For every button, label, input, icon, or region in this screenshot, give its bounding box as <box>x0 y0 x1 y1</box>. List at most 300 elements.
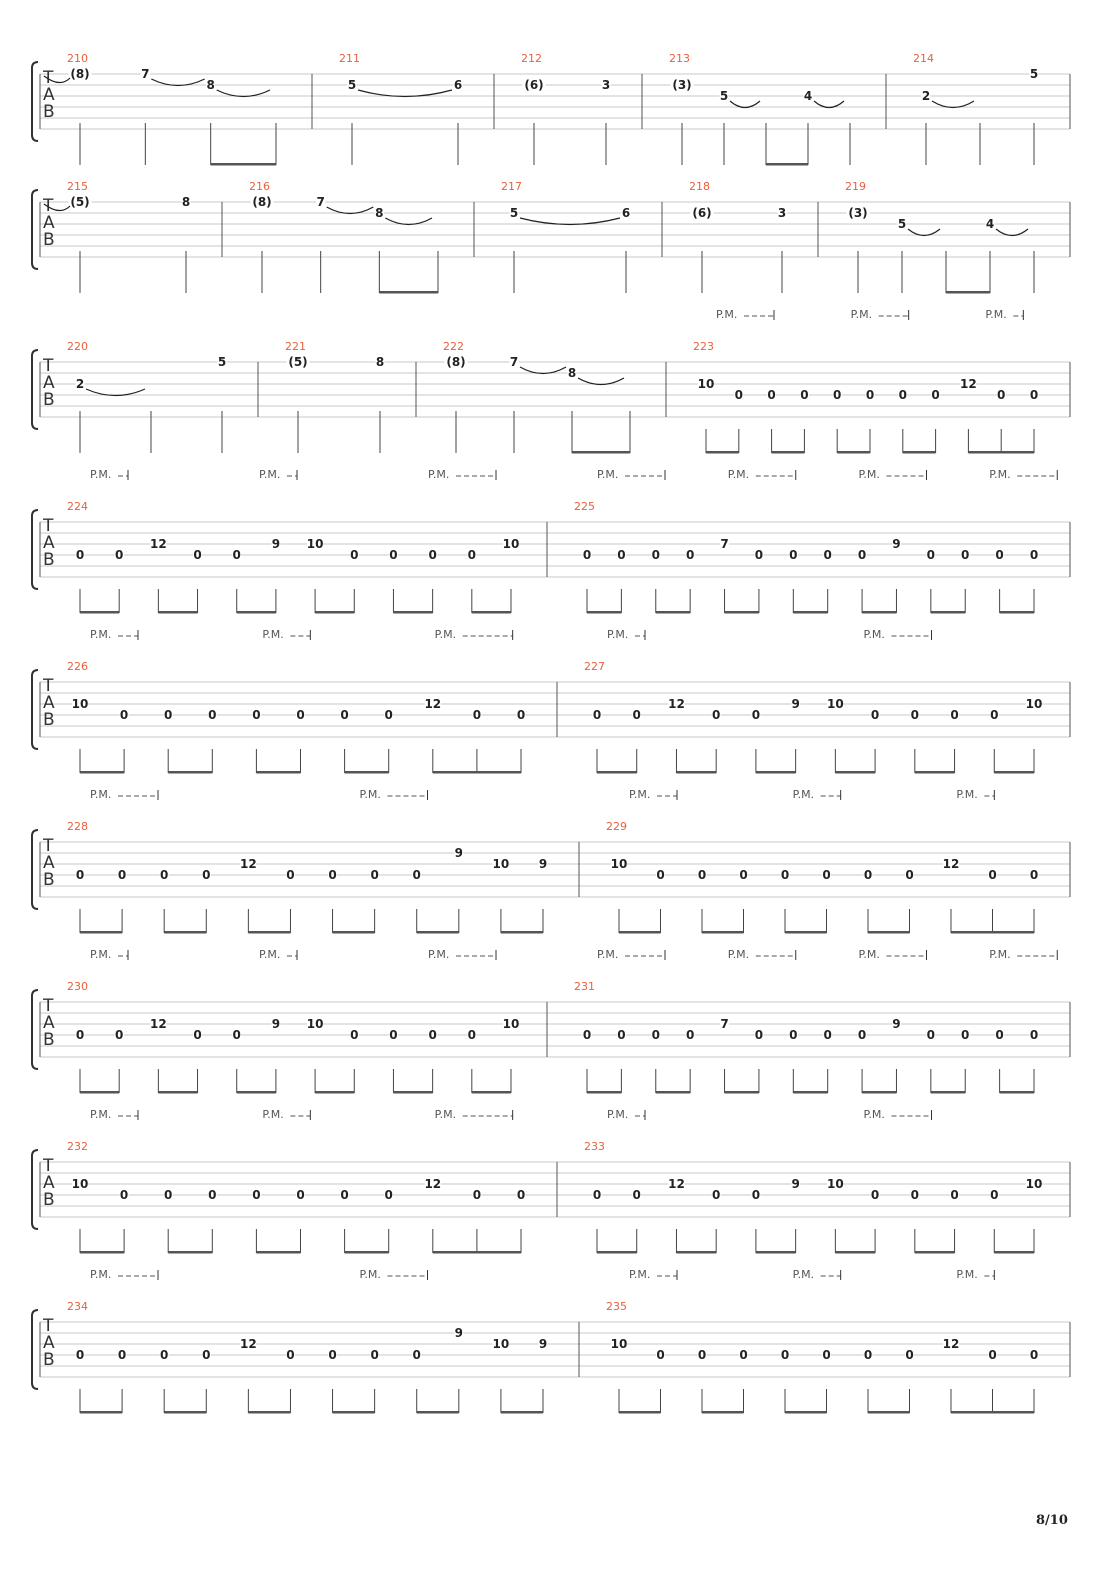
fret-number: 0 <box>870 708 880 722</box>
beam <box>587 1091 621 1094</box>
beam <box>931 1091 965 1094</box>
tab-clef-letter: A <box>43 1333 55 1353</box>
fret-number: (5) <box>70 195 90 209</box>
beam <box>676 1251 716 1254</box>
fret-number: 0 <box>656 1348 665 1362</box>
fret-number: 0 <box>160 868 169 882</box>
beam <box>676 771 716 774</box>
fret-number: 0 <box>995 1028 1004 1042</box>
palm-mute-label: P.M. <box>727 948 750 961</box>
beam <box>379 291 438 294</box>
tab-clef-letter: B <box>43 102 55 122</box>
page-number: 8/10 <box>1036 1513 1068 1528</box>
fret-number: 10 <box>610 1337 628 1351</box>
fret-number: 0 <box>617 1028 626 1042</box>
fret-number: 12 <box>424 1177 442 1191</box>
fret-number: 0 <box>800 388 809 402</box>
fret-number: 0 <box>926 1028 936 1042</box>
fret-number: 0 <box>754 548 764 562</box>
fret-number: 0 <box>232 548 241 562</box>
palm-mute-label: P.M. <box>428 948 450 961</box>
measure-number: 222 <box>443 340 464 353</box>
fret-number: 0 <box>75 868 85 882</box>
fret-number: 0 <box>789 548 798 562</box>
beam <box>345 1251 389 1254</box>
beam <box>619 1411 661 1414</box>
fret-number: 0 <box>75 548 85 562</box>
fret-number: 0 <box>467 1028 476 1042</box>
fret-number: 0 <box>328 1348 337 1362</box>
palm-mute-label: P.M. <box>858 468 880 481</box>
beam <box>835 771 875 774</box>
tab-clef-letter: A <box>43 693 55 713</box>
fret-number: 0 <box>789 1028 798 1042</box>
beam <box>80 1091 119 1094</box>
fret-number: 9 <box>892 537 901 551</box>
fret-number: 0 <box>75 1028 85 1042</box>
fret-number: 9 <box>538 1337 548 1351</box>
palm-mute-label: P.M. <box>863 1108 885 1121</box>
measure-number: 233 <box>584 1140 605 1153</box>
beam <box>756 771 796 774</box>
fret-number: 0 <box>898 388 907 402</box>
fret-number: 8 <box>567 366 577 380</box>
measure-number: 223 <box>693 340 714 353</box>
beam <box>862 1091 896 1094</box>
tab-clef-letter: B <box>43 870 55 890</box>
fret-number: 12 <box>960 377 977 391</box>
palm-mute-label: P.M. <box>90 1108 112 1121</box>
fret-number: 0 <box>950 708 959 722</box>
system-bracket <box>32 62 38 141</box>
fret-number: (8) <box>70 67 90 81</box>
fret-number: 0 <box>340 708 349 722</box>
beam <box>256 771 300 774</box>
fret-number: (6) <box>692 206 712 220</box>
beam <box>393 1091 432 1094</box>
beam <box>472 1091 511 1094</box>
fret-number: 9 <box>791 1177 800 1191</box>
palm-mute-label: P.M. <box>858 948 880 961</box>
measure-number: 211 <box>339 52 360 65</box>
measure-number: 218 <box>689 180 710 193</box>
measure-number: 212 <box>521 52 542 65</box>
fret-number: (3) <box>672 78 692 92</box>
fret-number: 9 <box>538 857 548 871</box>
measure-number: 228 <box>67 820 88 833</box>
fret-number: 0 <box>516 1188 526 1202</box>
fret-number: 12 <box>150 537 167 551</box>
fret-number: 0 <box>926 548 936 562</box>
measure-number: 217 <box>501 180 522 193</box>
palm-mute-label: P.M. <box>597 948 619 961</box>
fret-number: 5 <box>897 217 907 231</box>
fret-number: 0 <box>632 708 641 722</box>
fret-number: 0 <box>340 1188 349 1202</box>
beam <box>597 1251 637 1254</box>
fret-number: 9 <box>791 697 800 711</box>
fret-number: 0 <box>857 548 867 562</box>
palm-mute-label: P.M. <box>792 788 815 801</box>
fret-number: 0 <box>990 1188 999 1202</box>
fret-number: 0 <box>950 1188 959 1202</box>
measure-number: 210 <box>67 52 88 65</box>
system-bracket <box>32 350 38 429</box>
beam <box>80 771 124 774</box>
fret-number: 0 <box>863 1348 873 1362</box>
fret-number: (5) <box>288 355 308 369</box>
beam <box>862 611 896 614</box>
beam <box>80 1411 122 1414</box>
fret-number: 12 <box>942 1337 960 1351</box>
fret-number: (8) <box>446 355 466 369</box>
fret-number: 9 <box>892 1017 901 1031</box>
fret-number: 7 <box>720 537 729 551</box>
fret-number: 12 <box>942 857 960 871</box>
fret-number: 0 <box>350 548 359 562</box>
measure-number: 227 <box>584 660 605 673</box>
fret-number: 0 <box>208 1188 217 1202</box>
beam <box>766 163 808 166</box>
fret-number: 0 <box>252 708 261 722</box>
fret-number: 6 <box>621 206 631 220</box>
fret-number: 8 <box>181 195 191 209</box>
fret-number: 12 <box>240 857 257 871</box>
beam <box>501 1411 543 1414</box>
beam <box>951 1411 993 1414</box>
fret-number: 0 <box>990 708 999 722</box>
beam <box>706 451 739 454</box>
fret-number: 0 <box>988 1348 997 1362</box>
beam <box>868 1411 910 1414</box>
beam <box>837 451 870 454</box>
beam <box>237 611 276 614</box>
fret-number: 10 <box>71 1177 89 1191</box>
measure-number: 219 <box>845 180 866 193</box>
fret-number: 0 <box>119 708 129 722</box>
fret-number: 8 <box>375 355 385 369</box>
fret-number: 3 <box>601 78 611 92</box>
fret-number: 0 <box>910 708 919 722</box>
fret-number: 10 <box>492 1337 510 1351</box>
fret-number: 0 <box>857 1028 867 1042</box>
fret-number: 0 <box>905 1348 914 1362</box>
measure-number: 232 <box>67 1140 88 1153</box>
fret-number: 7 <box>316 195 325 209</box>
fret-number: 12 <box>668 1177 685 1191</box>
fret-number: 0 <box>712 708 721 722</box>
tab-clef-letter: B <box>43 390 55 410</box>
fret-number: 0 <box>389 1028 398 1042</box>
fret-number: 0 <box>910 1188 919 1202</box>
beam <box>968 451 1001 454</box>
palm-mute-label: P.M. <box>792 1268 815 1281</box>
fret-number: 10 <box>306 537 324 551</box>
fret-number: 0 <box>75 1348 85 1362</box>
palm-mute-label: P.M. <box>597 468 619 481</box>
tab-clef-letter: T <box>43 676 54 696</box>
fret-number: 0 <box>823 1028 832 1042</box>
fret-number: 0 <box>286 1348 295 1362</box>
beam <box>835 1251 875 1254</box>
fret-number: 12 <box>424 697 442 711</box>
fret-number: 9 <box>271 1017 281 1031</box>
palm-mute-label: P.M. <box>259 468 281 481</box>
fret-number: 0 <box>995 548 1004 562</box>
beam <box>656 611 690 614</box>
beam <box>417 931 459 934</box>
fret-number: 0 <box>232 1028 241 1042</box>
beam <box>158 1091 197 1094</box>
fret-number: 0 <box>697 1348 707 1362</box>
fret-number: 5 <box>1029 67 1039 81</box>
fret-number: 7 <box>141 67 150 81</box>
fret-number: 10 <box>827 1177 844 1191</box>
system-bracket <box>32 510 38 589</box>
fret-number: 10 <box>502 1017 520 1031</box>
system-bracket <box>32 1150 38 1229</box>
fret-number: 0 <box>931 388 940 402</box>
fret-number: 0 <box>117 868 127 882</box>
fret-number: 0 <box>370 1348 379 1362</box>
palm-mute-label: P.M. <box>259 948 281 961</box>
measure-number: 225 <box>574 500 595 513</box>
fret-number: 0 <box>870 1188 880 1202</box>
fret-number: 7 <box>509 355 519 369</box>
fret-number: 0 <box>286 868 295 882</box>
beam <box>725 611 759 614</box>
fret-number: 0 <box>115 548 124 562</box>
fret-number: 4 <box>803 89 813 103</box>
fret-number: 0 <box>739 1348 748 1362</box>
fret-number: 0 <box>617 548 626 562</box>
fret-number: 0 <box>632 1188 641 1202</box>
fret-number: 0 <box>202 868 211 882</box>
fret-number: 10 <box>610 857 628 871</box>
tab-clef-letter: B <box>43 1190 55 1210</box>
fret-number: 0 <box>822 1348 831 1362</box>
system-bracket <box>32 190 38 269</box>
tab-clef-letter: B <box>43 1350 55 1370</box>
fret-number: 0 <box>516 708 526 722</box>
fret-number: 5 <box>347 78 357 92</box>
beam <box>702 931 744 934</box>
fret-number: 10 <box>1025 1177 1043 1191</box>
fret-number: (6) <box>524 78 544 92</box>
palm-mute-label: P.M. <box>629 788 651 801</box>
fret-number: 0 <box>370 868 379 882</box>
beam <box>702 1411 744 1414</box>
fret-number: 6 <box>453 78 463 92</box>
system-bracket <box>32 670 38 749</box>
fret-number: 5 <box>719 89 729 103</box>
fret-number: 9 <box>454 846 463 860</box>
measure-number: 229 <box>606 820 627 833</box>
beam <box>477 771 521 774</box>
fret-number: 10 <box>306 1017 324 1031</box>
tab-clef-letter: T <box>43 356 54 376</box>
beam <box>1000 611 1034 614</box>
beam <box>433 771 477 774</box>
fret-number: 0 <box>412 868 421 882</box>
fret-number: 4 <box>985 217 995 231</box>
fret-number: 5 <box>509 206 519 220</box>
beam <box>211 163 276 166</box>
beam <box>951 931 993 934</box>
beam <box>345 771 389 774</box>
fret-number: 0 <box>822 868 831 882</box>
fret-number: 0 <box>592 708 602 722</box>
beam <box>237 1091 276 1094</box>
beam <box>903 451 936 454</box>
tab-clef-letter: A <box>43 853 55 873</box>
beam <box>472 611 511 614</box>
fret-number: 0 <box>697 868 707 882</box>
palm-mute-label: P.M. <box>359 788 381 801</box>
beam <box>597 771 637 774</box>
fret-number: 0 <box>592 1188 602 1202</box>
beam <box>572 451 630 454</box>
palm-mute-label: P.M. <box>607 628 629 641</box>
fret-number: 0 <box>582 548 592 562</box>
fret-number: 0 <box>767 388 776 402</box>
tab-clef-letter: A <box>43 1013 55 1033</box>
beam <box>793 611 827 614</box>
palm-mute-label: P.M. <box>850 308 873 321</box>
fret-number: 0 <box>350 1028 359 1042</box>
beam <box>248 1411 290 1414</box>
fret-number: 0 <box>823 548 832 562</box>
fret-number: 0 <box>739 868 748 882</box>
beam <box>993 1411 1035 1414</box>
fret-number: 0 <box>656 868 665 882</box>
beam <box>248 931 290 934</box>
fret-number: 10 <box>1025 697 1043 711</box>
fret-number: 0 <box>780 1348 790 1362</box>
palm-mute-label: P.M. <box>434 1108 457 1121</box>
beam <box>501 931 543 934</box>
palm-mute-label: P.M. <box>985 308 1007 321</box>
fret-number: 10 <box>502 537 520 551</box>
fret-number: 0 <box>833 388 842 402</box>
fret-number: 0 <box>1029 548 1039 562</box>
beam <box>80 931 122 934</box>
fret-number: 9 <box>454 1326 463 1340</box>
tab-clef-letter: A <box>43 373 55 393</box>
beam <box>656 1091 690 1094</box>
fret-number: 0 <box>428 1028 437 1042</box>
fret-number: 3 <box>777 206 787 220</box>
fret-number: 7 <box>720 1017 729 1031</box>
fret-number: 0 <box>296 1188 305 1202</box>
palm-mute-label: P.M. <box>727 468 750 481</box>
fret-number: 0 <box>751 708 761 722</box>
fret-number: 2 <box>921 89 931 103</box>
palm-mute-label: P.M. <box>607 1108 629 1121</box>
fret-number: 0 <box>472 708 482 722</box>
fret-number: 8 <box>206 78 215 92</box>
measure-number: 224 <box>67 500 88 513</box>
beam <box>164 931 206 934</box>
system-bracket <box>32 1310 38 1389</box>
fret-number: 0 <box>202 1348 211 1362</box>
fret-number: (3) <box>848 206 868 220</box>
fret-number: 0 <box>863 868 873 882</box>
palm-mute-label: P.M. <box>262 628 284 641</box>
beam <box>994 1251 1034 1254</box>
beam <box>393 611 432 614</box>
fret-number: 0 <box>751 1188 761 1202</box>
measure-number: 226 <box>67 660 88 673</box>
beam <box>80 1251 124 1254</box>
fret-number: 0 <box>208 708 217 722</box>
fret-number: 0 <box>164 1188 173 1202</box>
tab-clef-letter: T <box>43 1156 54 1176</box>
tab-clef-letter: T <box>43 68 54 88</box>
fret-number: 0 <box>428 548 437 562</box>
fret-number: 0 <box>780 868 790 882</box>
tab-clef-letter: A <box>43 85 55 105</box>
measure-number: 221 <box>285 340 306 353</box>
tab-clef-letter: B <box>43 230 55 250</box>
fret-number: 10 <box>492 857 510 871</box>
beam <box>946 291 990 294</box>
measure-number: 220 <box>67 340 88 353</box>
fret-number: 0 <box>384 1188 393 1202</box>
fret-number: 0 <box>1029 388 1039 402</box>
beam <box>785 1411 827 1414</box>
beam <box>433 1251 477 1254</box>
beam <box>793 1091 827 1094</box>
measure-number: 215 <box>67 180 88 193</box>
beam <box>80 611 119 614</box>
fret-number: 8 <box>375 206 384 220</box>
palm-mute-label: P.M. <box>90 628 112 641</box>
tab-clef-letter: A <box>43 1173 55 1193</box>
beam <box>417 1411 459 1414</box>
fret-number: 0 <box>734 388 743 402</box>
fret-number: 0 <box>389 548 398 562</box>
fret-number: 0 <box>651 548 660 562</box>
fret-number: 0 <box>754 1028 764 1042</box>
beam <box>915 1251 955 1254</box>
beam <box>164 1411 206 1414</box>
fret-number: 0 <box>467 548 476 562</box>
fret-number: 12 <box>150 1017 167 1031</box>
fret-number: 0 <box>651 1028 660 1042</box>
fret-number: 10 <box>827 697 844 711</box>
beam <box>587 611 621 614</box>
beam <box>315 611 354 614</box>
beam <box>772 451 805 454</box>
fret-number: 0 <box>685 1028 695 1042</box>
tab-clef-letter: T <box>43 196 54 216</box>
fret-number: 0 <box>865 388 875 402</box>
fret-number: 0 <box>115 1028 124 1042</box>
palm-mute-label: P.M. <box>90 788 112 801</box>
palm-mute-label: P.M. <box>90 1268 112 1281</box>
beam <box>619 931 661 934</box>
fret-number: 0 <box>164 708 173 722</box>
fret-number: 0 <box>193 1028 202 1042</box>
tab-clef-letter: T <box>43 1316 54 1336</box>
beam <box>756 1251 796 1254</box>
fret-number: 0 <box>1029 868 1039 882</box>
fret-number: 0 <box>193 548 202 562</box>
measure-number: 234 <box>67 1300 88 1313</box>
palm-mute-label: P.M. <box>716 308 738 321</box>
tab-clef-letter: T <box>43 836 54 856</box>
